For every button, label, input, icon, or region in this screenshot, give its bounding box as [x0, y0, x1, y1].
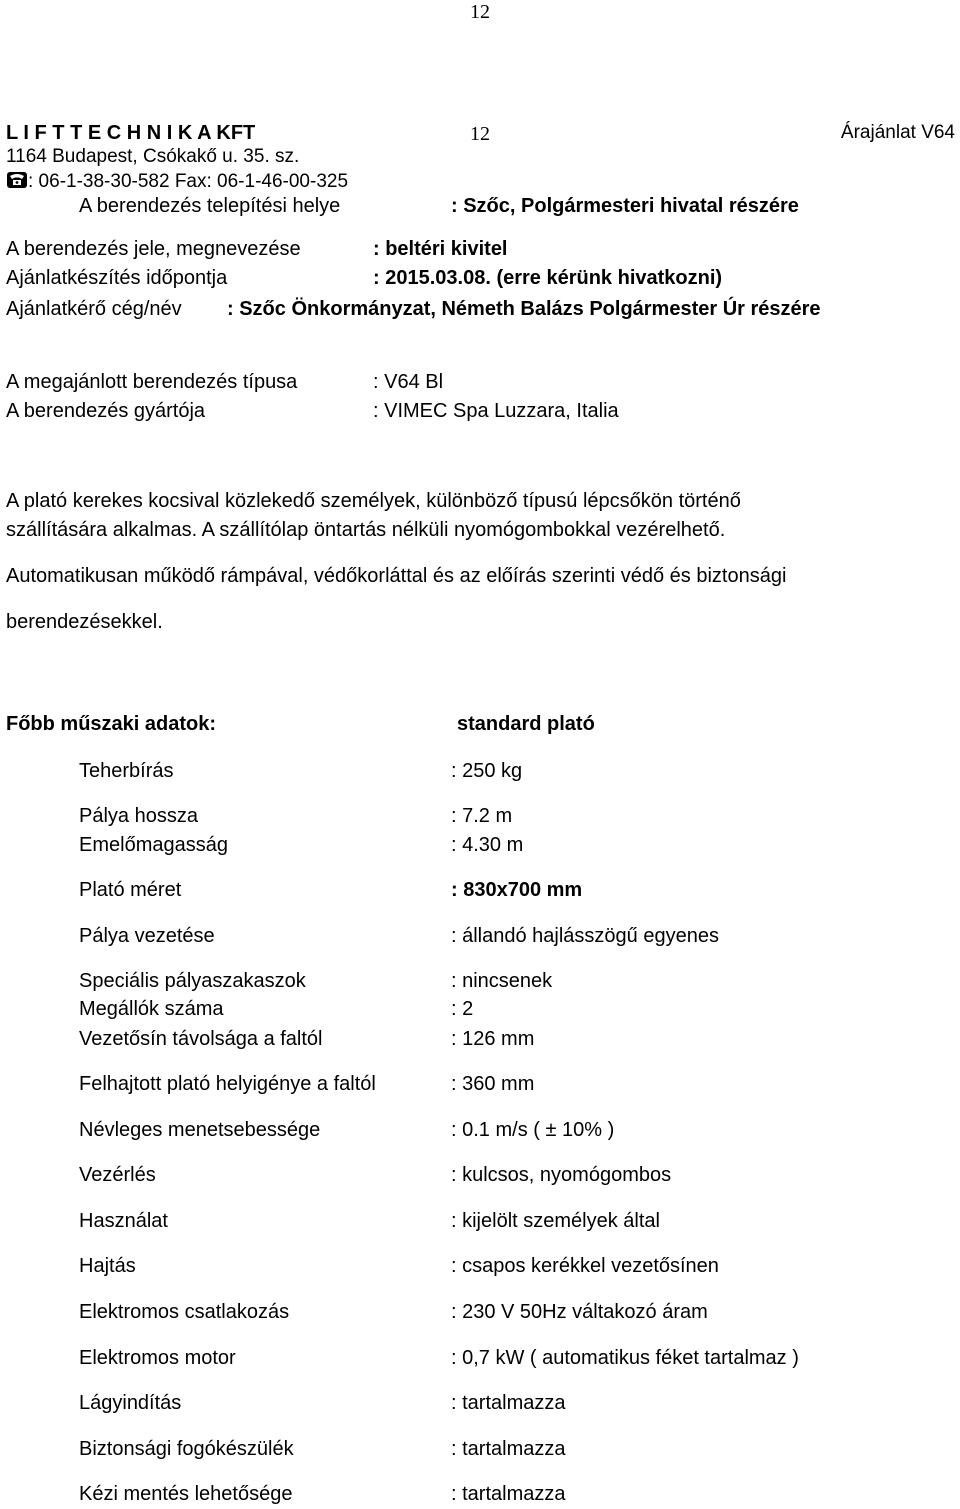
install-location-label: A berendezés telepítési helye: [79, 195, 341, 217]
device-label: A berendezés jele, megnevezése: [6, 238, 301, 260]
spec-value: : tartalmazza: [451, 1392, 566, 1414]
spec-label: Plató méret: [79, 879, 182, 901]
phone-fax-line: [6, 171, 348, 191]
spec-label: Kézi mentés lehetősége: [79, 1483, 293, 1505]
spec-value: : 7.2 m: [451, 805, 513, 827]
client-value: : Szőc Önkormányzat, Németh Balázs Polgármester Úr részére: [227, 298, 821, 320]
device-value: : beltéri kivitel: [373, 238, 508, 260]
header-page-number: 12: [470, 123, 490, 145]
spec-value: : 230 V 50Hz váltakozó áram: [451, 1301, 708, 1323]
description-line-4: berendezésekkel.: [6, 611, 163, 633]
spec-label: Elektromos motor: [79, 1347, 236, 1369]
spec-value: : kulcsos, nyomógombos: [451, 1164, 672, 1186]
spec-value: : tartalmazza: [451, 1483, 566, 1505]
spec-label: Lágyindítás: [79, 1392, 182, 1414]
spec-value: : csapos kerékkel vezetősínen: [451, 1255, 719, 1277]
company-name: L I F T T E C H N I K A KFT: [6, 122, 256, 144]
spec-label: Biztonsági fogókészülék: [79, 1438, 294, 1460]
spec-label: Emelőmagasság: [79, 834, 228, 856]
description-line-2: szállítására alkalmas. A szállítólap öntartás nélküli nyomógombokkal vezérelhető.: [6, 519, 726, 541]
specs-column-heading: standard plató: [457, 713, 595, 735]
spec-value: : tartalmazza: [451, 1438, 566, 1460]
description-line-3: Automatikusan működő rámpával, védőkorláttal és az előírás szerinti védő és biztonsági: [6, 565, 787, 587]
quote-date-value: : 2015.03.08.: [373, 267, 491, 289]
phone-icon: [6, 171, 28, 189]
spec-label: Elektromos csatlakozás: [79, 1301, 290, 1323]
manufacturer-value: : VIMEC Spa Luzzara, Italia: [373, 400, 619, 422]
spec-value: : állandó hajlásszögű egyenes: [451, 925, 719, 947]
spec-label: Hajtás: [79, 1255, 136, 1277]
spec-value: : 830x700 mm: [451, 879, 583, 901]
page-number-top: 12: [470, 1, 490, 23]
specs-heading: Főbb műszaki adatok:: [6, 713, 217, 735]
install-location-value: : Szőc, Polgármesteri hivatal részére: [451, 195, 799, 217]
spec-value: : 360 mm: [451, 1073, 535, 1095]
description-line-1: A plató kerekes kocsival közlekedő személyek, különböző típusú lépcsőkön történő: [6, 490, 741, 512]
spec-label: Vezetősín távolsága a faltól: [79, 1028, 323, 1050]
quote-date-note: (erre kérünk hivatkozni): [496, 267, 723, 289]
quote-reference: Árajánlat V64: [840, 122, 955, 143]
spec-label: Névleges menetsebessége: [79, 1119, 321, 1141]
spec-label: Pálya vezetése: [79, 925, 215, 947]
spec-value: : nincsenek: [451, 970, 553, 992]
spec-value: : 2: [451, 998, 474, 1020]
spec-label: Felhajtott plató helyigénye a faltól: [79, 1073, 376, 1095]
spec-value: : 126 mm: [451, 1028, 535, 1050]
quote-date-label: Ajánlatkészítés időpontja: [6, 267, 228, 289]
device-type-label: A megajánlott berendezés típusa: [6, 371, 298, 393]
spec-value: : 250 kg: [451, 760, 523, 782]
spec-label: Pálya hossza: [79, 805, 198, 827]
company-address: 1164 Budapest, Csókakő u. 35. sz.: [6, 146, 300, 167]
spec-label: Használat: [79, 1210, 168, 1232]
manufacturer-label: A berendezés gyártója: [6, 400, 206, 422]
spec-value: : 0,7 kW ( automatikus féket tartalmaz ): [451, 1347, 799, 1369]
spec-label: Teherbírás: [79, 760, 174, 782]
spec-label: Megállók száma: [79, 998, 224, 1020]
spec-value: : kijelölt személyek által: [451, 1210, 660, 1232]
spec-label: Speciális pályaszakaszok: [79, 970, 306, 992]
device-type-value: : V64 Bl: [373, 371, 444, 393]
phone-fax-text: : 06-1-38-30-582 Fax: 06-1-46-00-325: [28, 171, 349, 192]
spec-value: : 4.30 m: [451, 834, 524, 856]
spec-label: Vezérlés: [79, 1164, 156, 1186]
spec-value: : 0.1 m/s ( ± 10% ): [451, 1119, 615, 1141]
quote-date-line: [373, 268, 722, 288]
client-label: Ajánlatkérő cég/név: [6, 298, 182, 320]
